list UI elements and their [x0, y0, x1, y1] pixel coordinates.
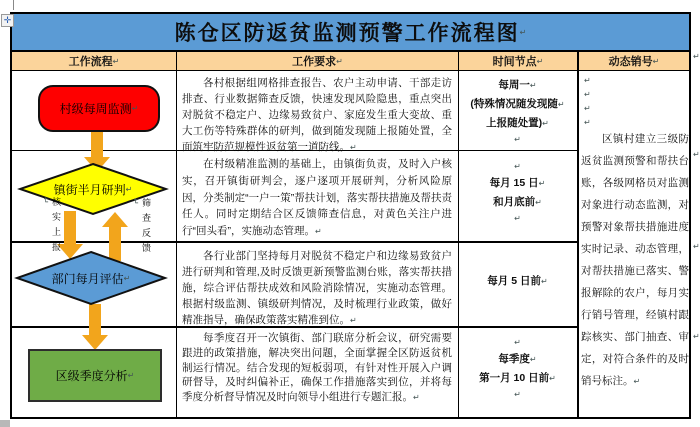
grid-line — [10, 241, 577, 243]
requirement-row2 — [182, 156, 452, 241]
time-node-row4 — [460, 336, 575, 402]
vertical-text: 筛查反馈 — [141, 198, 151, 258]
down-arrow-icon — [89, 304, 101, 336]
margin-tick — [13, 0, 14, 10]
shape-text: 村级每周监测 — [59, 102, 132, 116]
shape-text: 区级季度分析 — [55, 369, 128, 383]
paragraph-mark: ↵ — [131, 198, 140, 211]
paragraph-mark: ↵ — [514, 338, 521, 347]
paragraph-mark: ↵ — [557, 100, 565, 109]
grid-line — [458, 50, 459, 419]
requirement-row3 — [182, 248, 452, 329]
requirement-row4 — [182, 331, 452, 406]
paragraph-text: 区镇村建立三级防返贫监测预警和帮扶台账，各级网格员对监测对象进行动态监测，对预警对象帮扶措施进度实时记录、动态管理，对帮扶措施已落实、警报解除的农户，每月实行销号管理，经镇村跟踪核实、部门抽查、审定，对符合条件的及时销号标注。 — [581, 133, 689, 387]
dynamic-cancel-text — [581, 128, 689, 393]
header-label: 动态销号 — [608, 56, 653, 68]
shape-text: 镇街半月研判 — [53, 182, 126, 197]
paragraph-mark: ↵ — [315, 227, 322, 237]
page-title: 陈仓区防返贫监测预警工作流程图 — [174, 22, 520, 45]
paragraph-mark: ↵ — [693, 52, 700, 61]
shape-text: 部门每月评估 — [51, 271, 124, 286]
header-dynamic-cancel — [578, 52, 690, 70]
time-line: 第一月 10 日前 — [479, 372, 550, 384]
verify-report-label — [40, 197, 63, 269]
paragraph-mark: ↵ — [514, 135, 521, 144]
paragraph-mark: ↵ — [536, 56, 544, 66]
table-move-handle-icon[interactable]: ✛ — [1, 14, 14, 27]
paragraph-mark: ↵ — [112, 56, 120, 66]
vertical-text: 核实上报 — [51, 197, 61, 257]
paragraph-mark: ↵ — [693, 242, 700, 251]
time-line: 每月 5 日前 — [487, 275, 541, 287]
header-time-node — [459, 52, 577, 70]
paragraph-mark: ↵ — [350, 143, 357, 152]
dynamic-empty-paragraphs — [584, 74, 591, 130]
paragraph-mark: ↵ — [41, 197, 50, 210]
flow-step-label — [38, 85, 160, 132]
grid-line — [10, 70, 691, 71]
paragraph-mark: ↵ — [514, 214, 521, 223]
paragraph-mark: ↵ — [535, 198, 542, 207]
grid-line — [577, 50, 579, 419]
paragraph-text: 每季度召开一次镇街、部门联席分析会议，研究需要跟进的政策措施，解决突出问题，全面掌握全区防返贫机制运行情况。结合发现的短板弱项，有针对性开展入户调研督导，及时纠偏补正，确保工作措施落实到位，并将每季度分析督导情况及时向领导小组进行专题汇报。 — [182, 332, 452, 404]
time-line: 每季度 — [498, 353, 530, 365]
paragraph-mark: ↵ — [584, 90, 591, 99]
paragraph-text: 各行业部门坚持每月对脱贫不稳定户和边缘易致贫户进行研判和管理,及时反馈更新预警监测台账，落实帮扶措施，综合评估帮扶成效和风险消除情况，实施动态管理。根据村级监测、镇级研判情况，及时梳理行业政策，做好精准指导，确保政策落实精准到位。 — [182, 250, 452, 326]
paragraph-mark: ↵ — [633, 377, 641, 386]
down-arrow-icon — [64, 211, 76, 245]
paragraph-mark: ↵ — [514, 390, 521, 399]
requirement-row1 — [182, 75, 452, 156]
time-node-row1 — [460, 76, 575, 147]
paragraph-mark: ↵ — [413, 393, 420, 403]
title-bar — [12, 14, 689, 50]
paragraph-mark: ↵ — [336, 56, 343, 66]
paragraph-mark: ↵ — [131, 104, 139, 113]
down-arrow-icon — [82, 335, 108, 350]
time-line: (特殊情况随发现随 — [470, 98, 558, 110]
header-label: 工作要求 — [292, 56, 337, 68]
paragraph-mark: ↵ — [519, 27, 527, 37]
paragraph-mark: ↵ — [693, 150, 700, 159]
paragraph-text: 在村级精准监测的基础上，由镇街负责，及时入户核实，召开镇街研判会，逐户逐项开展研判，分析风险原因，分类制定“一户一策”帮扶计划，落实帮扶措施及帮扶责任人。同时定期结合区反馈筛查信息，对黄色关注户进行“回头看”，实施动态管理。 — [182, 158, 452, 238]
time-line: 每周一 — [498, 79, 530, 91]
flow-step-label — [28, 349, 162, 402]
header-label: 工作流程 — [68, 56, 113, 68]
paragraph-mark: ↵ — [123, 273, 131, 283]
paragraph-mark: ↵ — [529, 355, 537, 364]
time-node-row3 — [460, 272, 575, 291]
paragraph-mark: ↵ — [125, 184, 133, 194]
time-line: 和月底前 — [493, 196, 536, 208]
header-work-requirements — [177, 52, 458, 70]
paragraph-mark: ↵ — [584, 104, 591, 113]
time-node-row2 — [460, 160, 575, 226]
down-arrow-icon — [91, 132, 103, 158]
paragraph-mark: ↵ — [549, 374, 556, 383]
paragraph-mark: ↵ — [542, 119, 549, 128]
header-work-process — [12, 52, 176, 70]
paragraph-mark: ↵ — [350, 316, 357, 325]
paragraph-text: 各村根据组网格排查报告、农户主动申请、干部走访排查、行业数据筛查反馈，快速发现风险隐患，重点突出对脱贫不稳定户、边缘易致贫户、家庭发生重大变故、重大工伤等特殊群体的研判，做到随发现随上报随处置，全面筑牢防范规模性返贫第一道防线。 — [182, 77, 452, 153]
paragraph-mark: ↵ — [652, 56, 660, 66]
paragraph-mark: ↵ — [584, 118, 591, 127]
paragraph-mark: ↵ — [693, 332, 700, 341]
time-line: 上报随处置) — [486, 117, 543, 129]
paragraph-mark: ↵ — [538, 179, 546, 188]
time-line: 每月 15 日 — [489, 177, 539, 189]
grid-line — [176, 50, 177, 419]
table-resize-handle[interactable] — [0, 420, 10, 427]
paragraph-mark: ↵ — [514, 162, 521, 171]
paragraph-mark: ↵ — [127, 371, 135, 380]
paragraph-mark: ↵ — [529, 81, 537, 90]
paragraph-mark: ↵ — [540, 277, 548, 286]
paragraph-mark: ↵ — [584, 76, 591, 85]
screening-feedback-label — [130, 198, 153, 270]
header-label: 时间节点 — [492, 56, 537, 68]
